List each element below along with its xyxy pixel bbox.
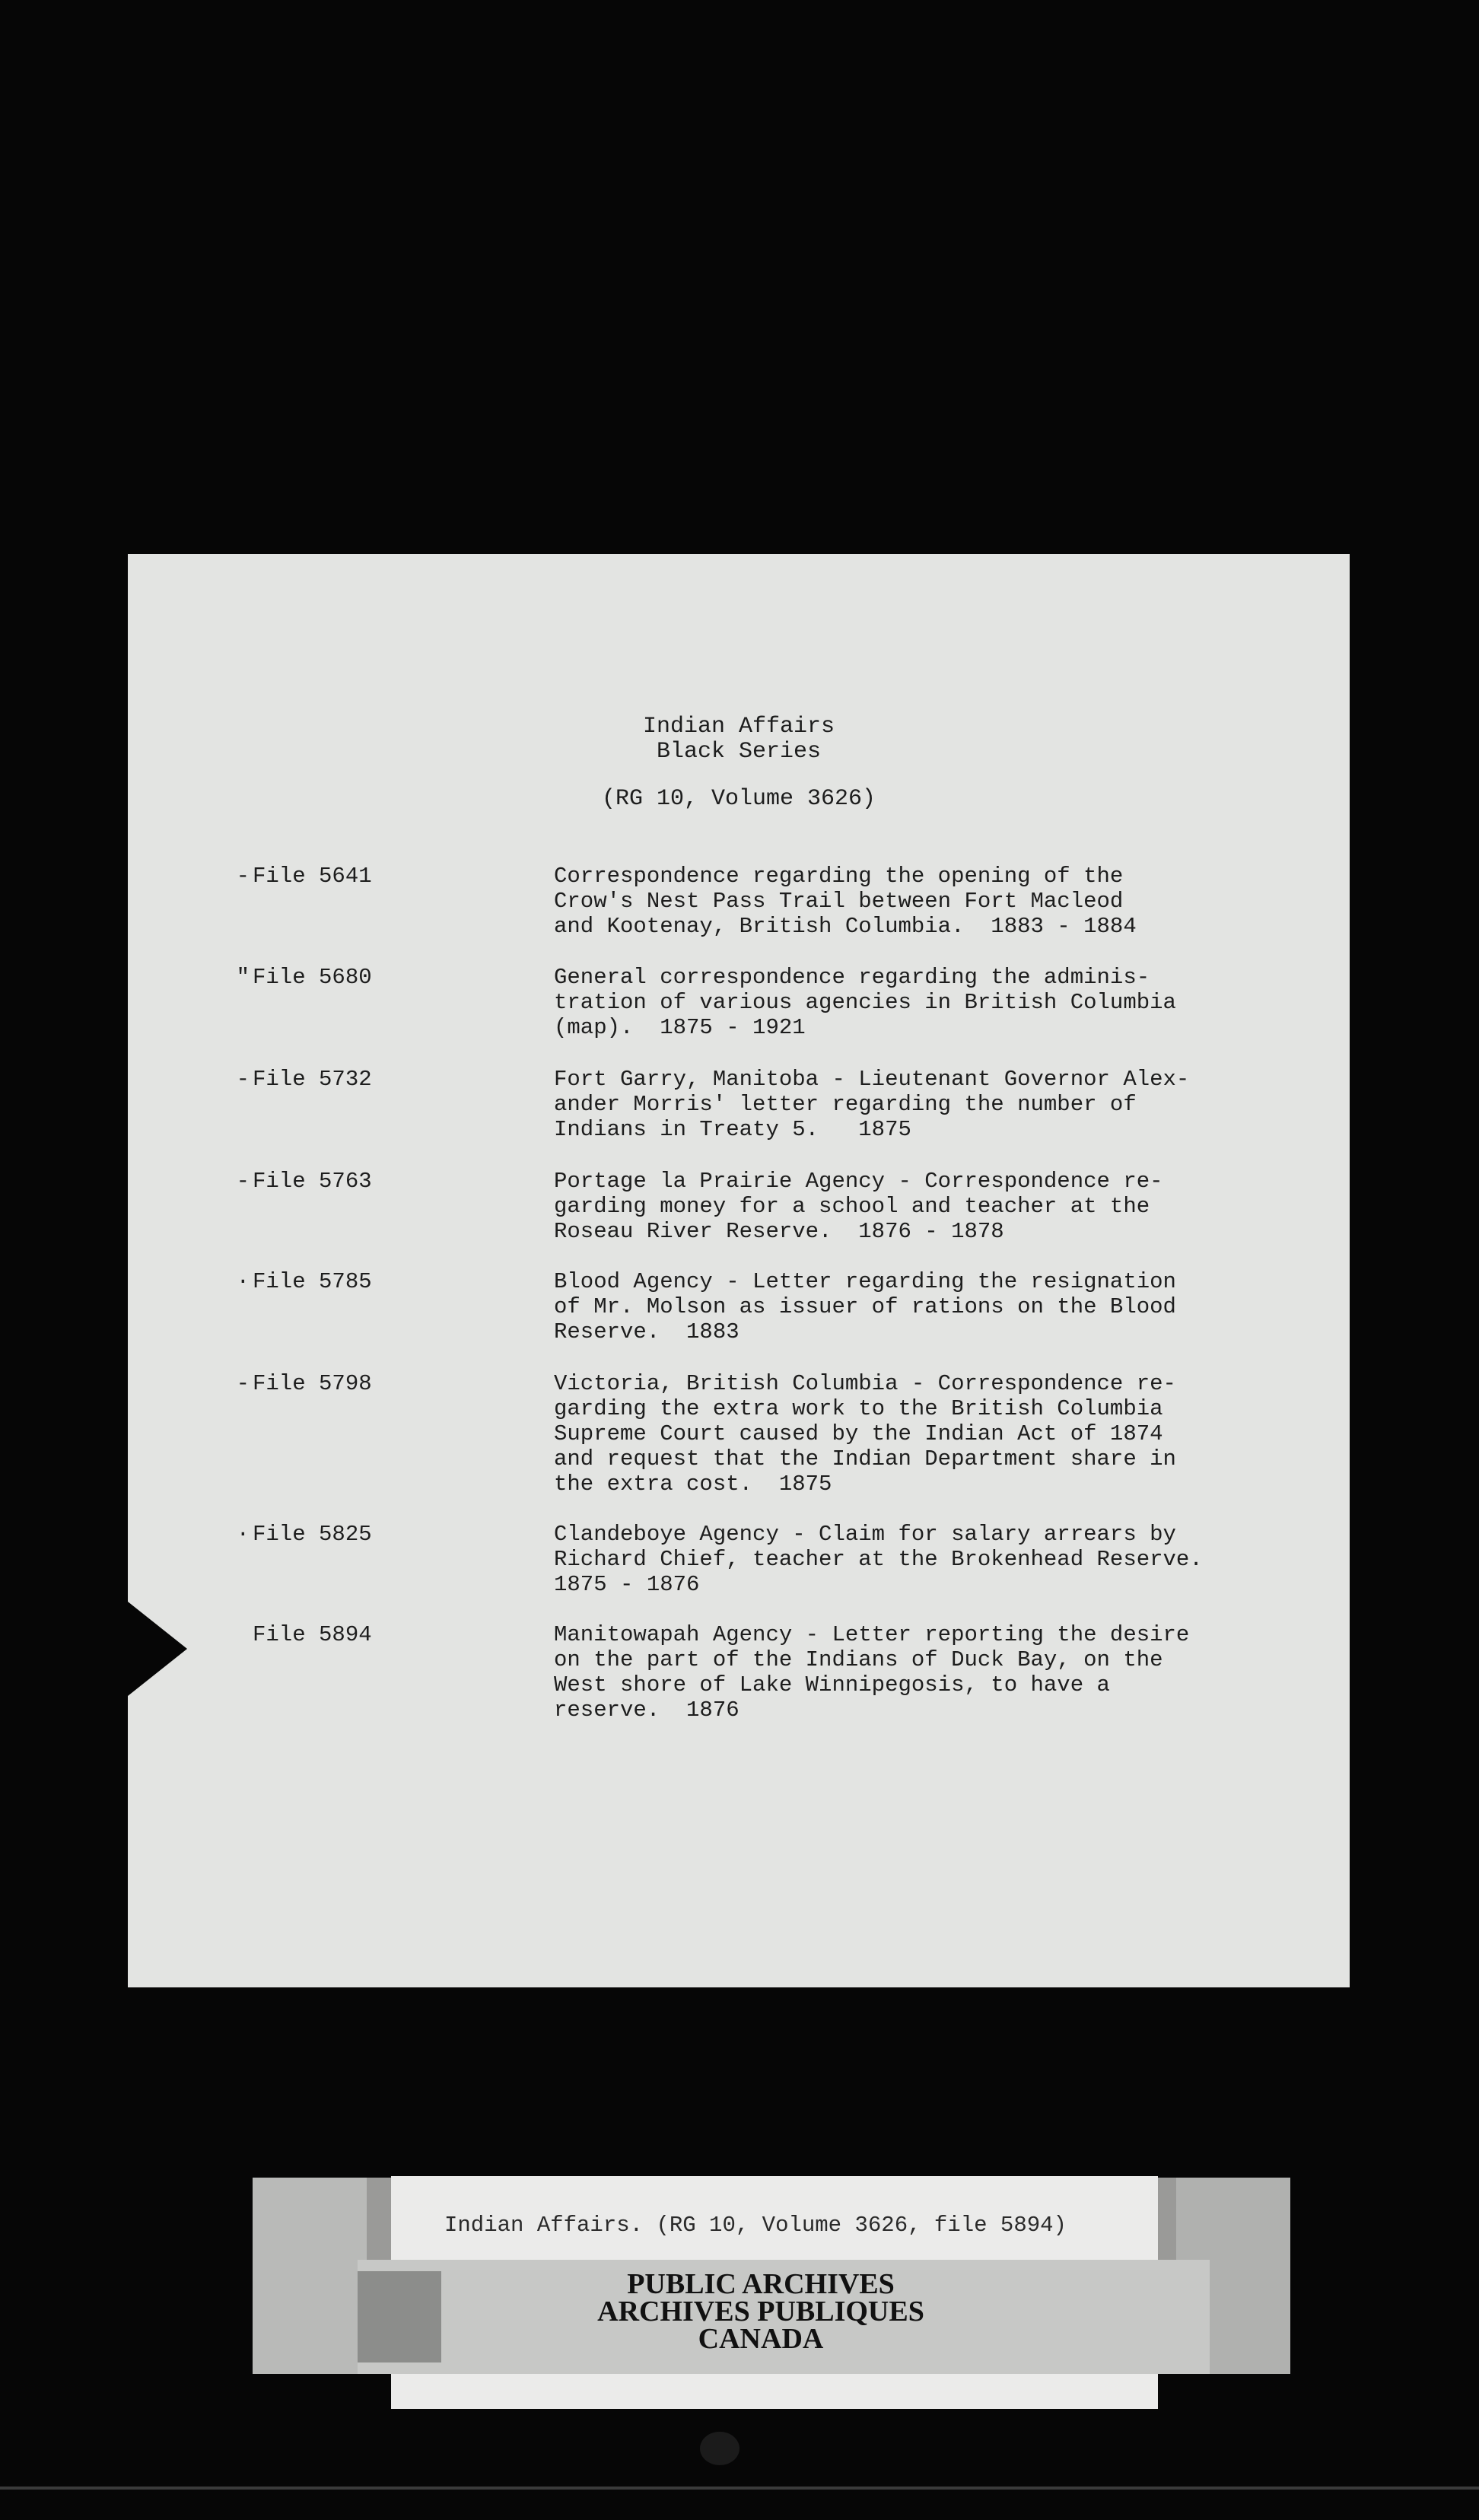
description-line: Portage la Prairie Agency - Correspondence re- [554,1169,1163,1194]
description-line: and request that the Indian Department share in [554,1446,1176,1472]
stamp-line-french: ARCHIVES PUBLIQUES [597,2296,924,2328]
file-description [554,1622,1315,1723]
description-line: Manitowapah Agency - Letter reporting the desire [554,1622,1190,1647]
description-line: (map). 1875 - 1921 [554,1015,806,1040]
header-series: Black Series [656,739,822,765]
description-line: 1875 - 1876 [554,1572,700,1597]
file-mark: · [236,1522,250,1547]
file-label [233,1269,372,1295]
file-mark: · [236,1269,250,1294]
film-smudge [700,2432,740,2465]
page-notch [128,1602,187,1696]
file-number: File 5798 [253,1371,372,1396]
file-mark: - [236,1371,250,1396]
description-line: Clandeboye Agency - Claim for salary arrears by [554,1522,1176,1547]
file-description [554,1067,1315,1142]
header-title: Indian Affairs [642,714,835,740]
file-mark: - [236,864,250,889]
document-page [128,554,1350,1987]
description-line: Blood Agency - Letter regarding the resignation [554,1269,1176,1294]
stamp-line-country: CANADA [698,2323,824,2355]
description-line: Supreme Court caused by the Indian Act of 1874 [554,1421,1163,1446]
file-label [233,1371,372,1397]
stamp-band-shadow [358,2271,441,2362]
file-label [233,1522,372,1548]
file-description [554,864,1315,939]
file-label [233,1067,372,1093]
description-line: the extra cost. 1875 [554,1472,832,1497]
label-tape-left [253,2178,367,2374]
description-line: Reserve. 1883 [554,1319,740,1344]
description-line: on the part of the Indians of Duck Bay, on the [554,1647,1163,1672]
description-line: of Mr. Molson as issuer of rations on the Blood [554,1294,1176,1319]
file-number: File 5894 [253,1622,372,1647]
file-number: File 5641 [253,864,372,889]
file-number: File 5680 [253,965,372,990]
description-line: garding money for a school and teacher at the [554,1194,1150,1219]
description-line: Roseau River Reserve. 1876 - 1878 [554,1219,1004,1244]
description-line: and Kootenay, British Columbia. 1883 - 1884 [554,914,1137,939]
file-description [554,1269,1315,1344]
file-mark: - [236,1169,250,1194]
file-description [554,1522,1315,1597]
file-description [554,965,1315,1040]
file-number: File 5763 [253,1169,372,1194]
label-text: Indian Affairs. (RG 10, Volume 3626, file 5894) [444,2213,1067,2238]
file-label [233,1169,372,1195]
description-line: reserve. 1876 [554,1698,740,1723]
archives-stamp [533,2270,989,2353]
description-line: Crow's Nest Pass Trail between Fort Macleod [554,889,1124,914]
description-line: Correspondence regarding the opening of the [554,864,1124,889]
file-number: File 5732 [253,1067,372,1092]
file-label [233,864,372,889]
description-line: tration of various agencies in British Columbia [554,990,1176,1015]
stamp-line-english: PUBLIC ARCHIVES [627,2268,895,2300]
file-number: File 5785 [253,1269,372,1294]
description-line: Fort Garry, Manitoba - Lieutenant Governor Alex- [554,1067,1190,1092]
file-description [554,1169,1315,1244]
file-number: File 5825 [253,1522,372,1547]
file-label [233,965,372,991]
description-line: garding the extra work to the British Columbia [554,1396,1163,1421]
file-mark: - [236,1067,250,1092]
description-line: West shore of Lake Winnipegosis, to have a [554,1672,1110,1698]
description-line: General correspondence regarding the adminis- [554,965,1150,990]
description-line: Richard Chief, teacher at the Brokenhead Reserve. [554,1547,1203,1572]
description-line: Indians in Treaty 5. 1875 [554,1117,911,1142]
file-label [233,1622,372,1648]
description-line: ander Morris' letter regarding the number of [554,1092,1137,1117]
description-line: Victoria, British Columbia - Correspondence re- [554,1371,1176,1396]
film-edge-line [0,2487,1479,2490]
file-mark: " [236,965,250,990]
file-description [554,1371,1315,1497]
header-volume: (RG 10, Volume 3626) [601,786,876,812]
